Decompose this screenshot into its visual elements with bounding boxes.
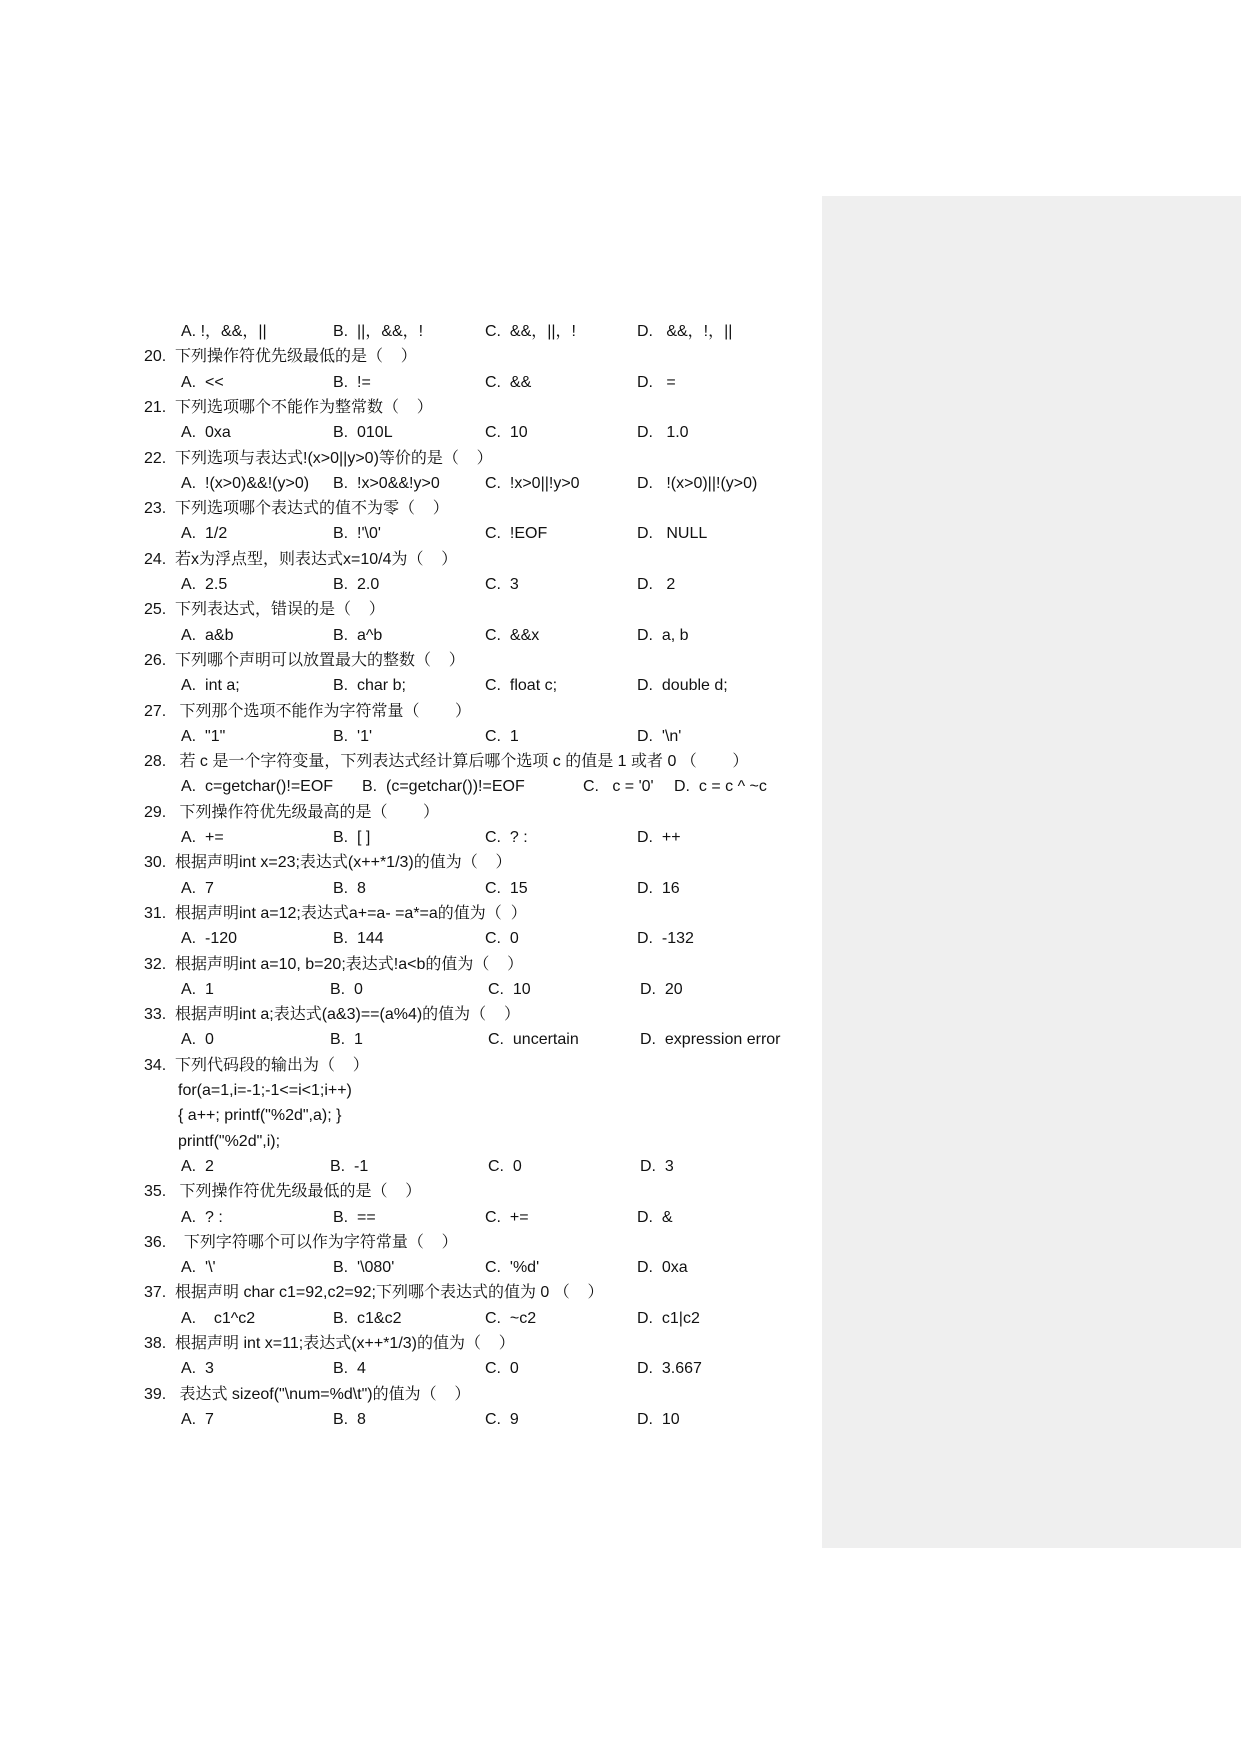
option-d: D. 16 [637, 879, 680, 897]
option-b: B. != [333, 373, 371, 391]
option-d: D. 3 [640, 1157, 674, 1175]
option-d: D. 2 [637, 576, 676, 593]
option-b: B. 010L [333, 424, 393, 442]
option-b: B. ||，&&，! [333, 323, 424, 340]
option-c: C. 0 [485, 930, 519, 948]
option-c: C. 10 [485, 424, 528, 442]
option-a: A. 7 [181, 879, 214, 897]
option-d: D. & [637, 1208, 673, 1226]
option-a: A. a&b [181, 626, 234, 644]
option-b: B. '1' [333, 727, 373, 745]
question-text: 下列操作符优先级最低的是（ ） [175, 348, 417, 366]
option-c: C. !x>0||!y>0 [485, 474, 580, 492]
option-c: C. c = '0' [583, 778, 654, 796]
option-c: C. ~c2 [485, 1309, 537, 1327]
option-c: C. 0 [485, 1360, 519, 1378]
option-d: D. = [637, 373, 676, 391]
option-a: A. 1/2 [181, 525, 228, 543]
option-c: C. 10 [488, 980, 531, 998]
question-number: 37. [144, 1284, 167, 1302]
option-d: D. 1.0 [637, 424, 689, 442]
option-b: B. 1 [330, 1031, 363, 1049]
option-d: D. 20 [640, 980, 683, 998]
question-text: 下列选项哪个表达式的值不为零（ ） [175, 500, 449, 518]
question-number: 25. [144, 601, 167, 619]
option-b: B. [ ] [333, 829, 371, 846]
option-b: B. 8 [333, 1410, 366, 1428]
option-a: A. 1 [181, 980, 214, 998]
question-text: 下列字符哪个可以作为字符常量（ ） [175, 1233, 458, 1251]
question-number: 20. [144, 348, 167, 366]
option-a: A. c1^c2 [181, 1309, 256, 1327]
option-c: C. 15 [485, 879, 528, 897]
question-text: 根据声明int a;表达式(a&3)==(a%4)的值为（ ） [175, 1006, 520, 1024]
option-c: C. 3 [485, 576, 519, 593]
option-d: D. -132 [637, 930, 694, 948]
option-b: B. 0 [330, 980, 363, 998]
option-d: D. a, b [637, 626, 689, 644]
question-text: 下列哪个声明可以放置最大的整数（ ） [175, 651, 465, 669]
code-line: for(a=1,i=-1;-1<=i<1;i++) [178, 1082, 352, 1099]
option-c: C. uncertain [488, 1031, 579, 1049]
option-c: C. &&，||，! [485, 323, 576, 340]
question-number: 39. [144, 1385, 167, 1403]
option-b: B. !'\0' [333, 525, 381, 543]
code-line: printf("%2d",i); [178, 1132, 281, 1150]
question-text: 下列那个选项不能作为字符常量（ ） [175, 702, 472, 720]
question-text: 根据声明int x=23;表达式(x++*1/3)的值为（ ） [175, 854, 512, 872]
question-number: 33. [144, 1006, 167, 1024]
question-text: 下列选项哪个不能作为整常数（ ） [175, 398, 433, 416]
option-a: A. 2.5 [181, 576, 228, 593]
comment-margin-pane [822, 196, 1241, 1548]
option-a: A. int a; [181, 677, 240, 695]
question-number: 35. [144, 1183, 167, 1201]
question-number: 30. [144, 854, 167, 872]
option-c: C. !EOF [485, 525, 548, 543]
option-d: D. c1|c2 [637, 1309, 700, 1327]
option-b: B. 8 [333, 879, 366, 897]
option-d: D. ++ [637, 829, 681, 846]
option-d: D. 3.667 [637, 1360, 702, 1378]
option-a: A. 2 [181, 1157, 214, 1175]
option-c: C. float c; [485, 677, 558, 695]
option-d: D. &&，!，|| [637, 323, 733, 340]
option-a: A. -120 [181, 930, 238, 948]
option-c: C. ? : [485, 829, 528, 846]
question-text: 下列代码段的输出为（ ） [175, 1056, 369, 1074]
question-text: 下列操作符优先级最高的是（ ） [175, 803, 440, 821]
question-text: 根据声明int a=12;表达式a+=a- =a*=a的值为（ ） [175, 904, 527, 922]
question-number: 31. [144, 904, 167, 922]
option-a: A. 3 [181, 1360, 214, 1378]
option-c: C. &&x [485, 626, 540, 644]
question-number: 24. [144, 550, 167, 568]
option-b: B. char b; [333, 677, 406, 695]
question-text: 根据声明 int x=11;表达式(x++*1/3)的值为（ ） [175, 1335, 515, 1352]
option-b: B. == [333, 1208, 376, 1226]
question-number: 28. [144, 753, 167, 771]
option-d: D. expression error [640, 1031, 781, 1049]
option-b: B. -1 [330, 1157, 369, 1175]
option-c: C. += [485, 1208, 529, 1226]
question-number: 32. [144, 955, 167, 973]
question-text: 下列操作符优先级最低的是（ ） [175, 1183, 422, 1201]
question-text: 下列选项与表达式!(x>0||y>0)等价的是（ ） [175, 449, 493, 467]
option-c: C. '%d' [485, 1259, 540, 1277]
option-a: A. ? : [181, 1208, 223, 1226]
question-text: 若 c 是一个字符变量，下列表达式经计算后哪个选项 c 的值是 1 或者 0 （ ） [175, 753, 749, 771]
option-c: C. && [485, 373, 532, 391]
option-c: C. 1 [485, 727, 519, 745]
option-a: A. !(x>0)&&!(y>0) [181, 474, 310, 492]
option-a: A. !，&&，|| [181, 323, 267, 340]
question-number: 29. [144, 803, 167, 821]
option-b: B. c1&c2 [333, 1309, 402, 1327]
option-a: A. '\' [181, 1259, 216, 1277]
option-b: B. !x>0&&!y>0 [333, 474, 440, 492]
option-a: A. "1" [181, 727, 226, 745]
option-b: B. (c=getchar())!=EOF [362, 778, 525, 796]
option-a: A. << [181, 373, 224, 391]
question-number: 38. [144, 1335, 167, 1352]
question-number: 26. [144, 651, 167, 669]
option-a: A. += [181, 829, 224, 846]
question-text: 根据声明int a=10, b=20;表达式!a<b的值为（ ） [175, 955, 524, 973]
option-b: B. 2.0 [333, 576, 380, 593]
option-b: B. '\080' [333, 1259, 395, 1277]
question-number: 34. [144, 1056, 167, 1074]
option-c: C. 0 [488, 1157, 522, 1175]
option-a: A. 7 [181, 1410, 214, 1428]
option-c: C. 9 [485, 1410, 519, 1428]
question-number: 23. [144, 500, 167, 518]
question-text: 根据声明 char c1=92,c2=92;下列哪个表达式的值为 0 （ ） [175, 1284, 604, 1302]
option-b: B. 4 [333, 1360, 366, 1378]
option-d: D. 10 [637, 1410, 680, 1428]
option-d: D. c = c ^ ~c [674, 778, 767, 796]
option-a: A. c=getchar()!=EOF [181, 778, 334, 796]
option-d: D. double d; [637, 677, 728, 695]
question-number: 27. [144, 702, 167, 720]
option-d: D. '\n' [637, 727, 682, 745]
option-b: B. 144 [333, 930, 384, 948]
code-line: { a++; printf("%2d",a); } [178, 1107, 342, 1125]
option-a: A. 0 [181, 1031, 214, 1049]
option-b: B. a^b [333, 626, 383, 644]
question-number: 36. [144, 1233, 167, 1251]
question-number: 22. [144, 449, 167, 467]
option-a: A. 0xa [181, 424, 231, 442]
option-d: D. NULL [637, 525, 708, 543]
question-text: 若x为浮点型，则表达式x=10/4为（ ） [175, 550, 458, 568]
question-text: 表达式 sizeof("\num=%d\t")的值为（ ） [175, 1385, 471, 1403]
option-d: D. 0xa [637, 1259, 688, 1277]
question-text: 下列表达式，错误的是（ ） [175, 601, 385, 619]
option-d: D. !(x>0)||!(y>0) [637, 474, 758, 492]
question-number: 21. [144, 398, 167, 416]
